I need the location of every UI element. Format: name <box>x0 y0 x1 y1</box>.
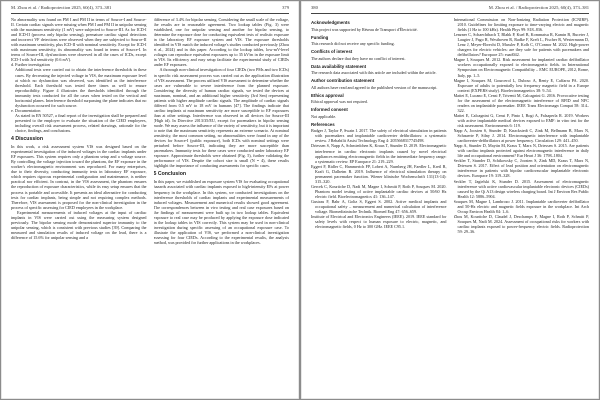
reference-item: Lenzner C, Schaechtbach T, Blahk P, Kuel B, Kommatsu R, Kamin B, Buceter J, Laugier J, Pago R, Westhoven R, Radke F, Kreft L, Fischer R, Westermann D, Lenz J, Meyer-Ebrecht D, Mussler P, Kolb C, O'Connor M. 2022. High-power chargers for electric vehicles: are they safe for patients with pacemakers and defibrillators? Europace 25: euad042. <box>453 32 589 58</box>
paragraph: In this paper, we established an exposure system VIS for evaluating occupational hazards associated with cardiac implants exposed to high-intensity EFs at power frequency in the workplace. In this system, we conducted investigations on the interference thresholds of cardiac implants and experimental measurements of induced voltages. Measurement and numerical results showed good agreement. The correspondences between in vivo testing and real case exposures based on the findings of measurement were built up in two lookup tables. Equivalent exposure to real case may be produced by applying the exposure dose indicated in the lookup tables in VIS correctly. This system may be used in non-clinical investigation during specific assessing of an occupational exposure case. To illustrate the application of VIS, we performed a non-clinical investigation assessing for four CIEDs. According to the experimental results, the analysis method, was provided for further applications in the workplaces. <box>153 179 289 245</box>
paragraph: A thorough non-clinical investigation of four CIEDs (two PMs and two ICDs) in specific risk assessment process was carried out as the application illustration of VIS assessment. The process utilized VIS assessment to determine whether the cases are vulnerable to severe interference from the planned exposure. Considering the diversity of human cardiac signals, we tested the devices at maximum, nominal, and an additional higher sensitivity (3rd Sen) representing patients with higher amplitude cardiac signals. The amplitude of cardiac signals differed from 0.5 mV to 18 mV in humans [47]. The findings indicate that cardiac implants at maximum sensitivity are more susceptible to EF exposures than at other settings. Interference was observed in all devices for Source-III (High id). In Directive 2013/35/EU, except for pacemakers in bipolar sensing mode. We may assess the influence of the variety of sensitivity, but it is important to note that the maximum sensitivity represents an extreme scenario. At nominal sensitivity, the most common setting, no abnormalities were found in any of the devices for Source-I (public exposure), both ICDs with nominal settings were perturbed before Source-III, indicating they are more susceptible than pacemakers. Immunity tests for these cases were conducted under laboratory EF exposure. Approximate thresholds were obtained (Fig. 5), further validating the performance of VIS. Despite the cohort size is small (N = 4), these results highlight the importance of conducting assessments for specific cases. <box>153 67 289 169</box>
paragraph: No abnormality was found on PM I and PM II in terms of Source-I and Source-II. Certain cardiac signals were missing when PM I and PM II in unipolar sensing with the maximum sensitivity (1 mV) were subjected to Source-III. As for ICD-I and ICD-II (process only bipolar sensing), premature cardiac signal detections and incorrect VF detections were observed when they are subjected to Source-II with maximum sensitivity, plus ICD-II with nominal sensitivity. Except for ICD-I with maximum sensitivity, its abnormality was found in terms of Source-I. In terms of Source-III, dysfunctions were observed in all the cases of ICDs, except ICD-I with 3rd sensitivity (0.6 mV). <box>11 17 147 63</box>
references-heading: References <box>311 121 335 127</box>
reference-item: Napp A, Stunder D, Maytin M, Kraus T, Marx N, Driessen S. 2015. Are patients with cardiac implants protected against electromagnetic interference in daily life and occupational environment? Eur Heart J 36: 1798–1804. <box>453 143 589 159</box>
right-page-columns <box>311 17 589 395</box>
funding-text: This research did not receive any specific funding. <box>311 41 395 47</box>
reference-item: International Commission on Non-Ionizing Radiation Protection (ICNIRP). 2010. Guidelines for limiting exposure to time-varying electric and magnetic fields (1 Hz to 100 kHz). Health Phys 99: 818–836. <box>453 17 589 33</box>
paragraph: In this work, a risk assessment system VIS was designed based on the experimental investigation of the induced voltages in the cardiac implants under EF exposures. This system requires only a phantom setup and a voltage source. By controlling the voltage injection toward the phantom, the EF exposure in the worker's electromagnetic environment was reproduced. For many enterprises, due to their diversity, conducting immunity tests in laboratory EF exposure, which requires rigorous experimental configuration and maintenance, is neither practical nor efficient. In contrast, in the VIS assessment, the phantom ensures the reproduction of exposure characteristics, while its easy setup ensures that the process is portable and accessible. It presents an ideal alternative for conducting tests for cardiac implants, being simple and not requiring complex methods. Therefore, VIS assessment is proposed for the non-clinical investigation in the process of specific assessing for CIED employees in the workplace. <box>11 144 147 210</box>
section-heading-discussion: 4 Discussion <box>11 136 44 143</box>
two-page-spread <box>1 1 599 399</box>
reference-item: Badger J, Taylor P, Swain I. 2017. The safety of electrical stimulation in patients with pacemakers and implantable cardioverter defibrillators: a systematic review. J Rehabilit Assist Technology Eng 4: 2055668317745498. <box>311 128 447 144</box>
reference-item: Mattei E, Lucano E, Censi F, Triventi M, Calcagnini G. 2016. Provocative testing for the assessment of the electromagnetic interference of RFID and NFC readers on implantable pacemaker. IEEE Trans Electromagn Compat 58: 314–322. <box>453 92 589 113</box>
paragraph: Additional tests were carried out to obtain the interference thresholds in these cases. By decreasing the injected voltage in VIS, the maximum exposure level at which no dysfunction was observed, was identified as the interference threshold. Each threshold was tested three times as well to ensure reproducibility. Figure 4 illustrates the thresholds identified through the immunity tests conducted for all the cases when tested on the vertical and horizontal planes. Interference threshold surpassing the plane indicates that no dysfunction occurred for such source. <box>15 67 147 108</box>
conflicts-text: The authors declare that they have no conflict of interest. <box>311 55 406 61</box>
reference-item: Gustrau F, Bahr A, Goltz S, Eggert S. 2002. Active medical implants and occupational safety – measurement and numerical calculation of interference voltage. Biomedizinische Technik. Biomed Eng 47: 656–659. <box>311 198 447 215</box>
data-availability-heading: Data availability statement <box>311 63 367 69</box>
list-item-heading: d. Further investigation <box>11 62 50 68</box>
consent-text: Not applicable. <box>311 113 337 119</box>
reference-item: Magne I, Souques M. 2012. Risk assessment for implanted cardiac defibrillator workers occupationally exposed to electromagnetic fields. in International Symposium on Electromagnetic Compatibility – EMC EUROPE, 2012, Rome, Italy, pp. 1–5. <box>453 57 589 78</box>
ethics-heading: Ethics approval <box>311 92 344 98</box>
left-page-header <box>11 5 289 15</box>
reference-item: Driessen S, Napp A, Schmiedchen K, Kraus T, Stunder D. 2019. Electromagnetic interference in cardiac electronic implants caused by novel electrical appliances emitting electromagnetic fields in the intermediate frequency range: a systematic review. EP Europace 21: 219–229. <box>311 143 447 164</box>
page-number: 380 <box>311 5 318 10</box>
paragraph: Experimental measurements of induced voltages at the input of cardiac implants in VIS were carried out using the measuring system designed previously. The bipolar sensing mode demonstrated superior immunity to the unipolar sensing, which is consistent with previous studies [39]. Comparing the measured and simulation results of induced voltage on the lead, there is a difference of 15.6% for unipolar sensing and a <box>11 209 147 240</box>
ethics-text: Ethical approval was not required. <box>311 99 368 105</box>
acknowledgments-heading: Acknowledgments <box>311 20 350 25</box>
right-page-column-1 <box>311 17 447 395</box>
reference-list-2 <box>454 17 590 234</box>
right-page-column-2 <box>454 17 590 395</box>
funding-heading: Funding <box>311 34 329 40</box>
running-head: M. Zhou et al. / Radioprotection 2025, 60(4), 373–381 <box>11 5 112 10</box>
reference-item: Seckler T, Stunder D, Schikowsky C, Joosten S, Zink MD, Kraus T, Marx N, Driessen S. 2017. Effect of lead position and orientation on electromagnetic interference in patients with bipolar cardiovascular implantable electronic devices. Europace 19: 319–328. <box>453 158 589 179</box>
reference-item: Zhou M, Kourtiche D, Claudel J, Deschamps F, Magne I, Roth P, Schmitt P, Souques M, Nadi M. 2024. Assessment of occupational risks for workers with cardiac implants exposed to power-frequency electric fields. Radioprotection 59: 29–36. <box>453 213 589 234</box>
consent-heading: Informed consent <box>311 107 348 113</box>
reference-list-1 <box>311 128 447 229</box>
reference-item: Napp A, Joosten S, Stunder D, Knackstedt C, Zink M, Bellmann B, Marx N, Schauerte P, Silny J. 2014. Electromagnetic interference with implantable cardioverter-defibrillators at power frequency. Circulation 129: 441–450. <box>453 128 589 144</box>
reference-item: Mattei E, Calcagnini G, Censi F, Pinto I, Bogi A, Falsaperla R. 2019. Workers with active implantable medical devices exposed to EMF: in vitro test for the risk assessment. Environments 6: 119. <box>453 112 589 128</box>
right-page <box>301 1 599 399</box>
reference-item: Souques M, Magne I, Lambrozo J. 2011. Implantable cardioverter defibrillator and 50-Hz electric and magnetic fields exposure in the workplace. Int Arch Occup Environ Health 84: 1–6. <box>453 198 589 214</box>
reference-item: Magne I, Souques M, Gourcerol L, Dubosc A, Renty E, Caffarra PA. 2020. Exposure of adults to potentially low frequency magnetic field in a Europe context (EXPERS study). Bioelectromagnetics 38: 9–54. <box>453 77 589 93</box>
conflicts-heading: Conflicts of interest <box>311 49 353 55</box>
reference-item: Gercek C, Kourtiche D, Nadi M, Magne I, Schmitt P, Roth P, Souques M. 2020. Phantom model testing of active implantable cardiac devices at 50/60 Hz electric field. Bioelectromagnetics 41: 136–147. <box>311 183 447 199</box>
reference-item: Institute of Electrical and Electronics Engineers (IEEE). 2019. IEEE standard for safety levels with respect to human exposure to electric, magnetic, and electromagnetic fields, 0 Hz to 300 GHz. IEEE C95.1. <box>311 214 447 230</box>
left-page-column-1 <box>11 17 147 395</box>
author-contribution-text: All authors have read and agreed to the published version of the manuscript. <box>311 84 438 90</box>
paragraph: difference of 3.4% for bipolar sensing. Considering the small scale of the voltage, the results are in reasonable agreement. Two lookup tables (Fig. 3) were established, one for unipolar sensing and another for bipolar sensing, to determine the exposure dose for conducting equivalent tests of realistic exposure in the laboratory EF exposure system and VIS. The exposure thresholds identified in VIS match the induced voltage's studies conducted previously (Zhou et al., 2024) and in this paper. According to the lookup tables, low-mV-level voltages can reproduce equivalent exposures up to 35 kV/m in the exposure limit in VIS. Its efficiency and easy setup facilitate the experimental study of CIEDs under EF exposures. <box>153 17 289 68</box>
list-item-heading: e. Documentation <box>11 107 41 113</box>
data-availability-text: The research data associated with this article are included within the article. <box>311 70 437 76</box>
right-page-header <box>311 5 589 15</box>
paragraph: As stated in EN 50527, a final report of the investigation shall be prepared and presented to the employer to evaluate the situation of the CIED employees, including overall risk assessment process, related drawings, rationale for the choice, findings, and conclusions. <box>15 112 147 134</box>
author-contribution-heading: Author contribution statement <box>311 78 375 84</box>
left-page-columns <box>11 17 289 395</box>
running-head: M. Zhou et al. / Radioprotection 2025, 60(4), 373–381 <box>488 5 589 10</box>
header-rule <box>311 13 589 14</box>
reference-item: Eggert F, Ridler C, Hammerich FP, Lobert A, Nurnberg JH, Faedler L, Kretl R, Kraft G, Dalheim R. 2019. Influence of electrical stimulation therapy on permanent pacemaker function. Wiener klinische Wochenschrift 131(13-14): 315–320. <box>311 163 447 184</box>
header-rule <box>11 13 289 14</box>
reference-item: Seckler T, Jagielski K, Stunder D. 2015. Assessment of electromagnetic interference with active cardiovascular implantable electronic devices (CIEDs) caused by the Qi A13 design wireless charging board. Int J Environ Res Public Health 12: 5886–5904. <box>453 178 589 199</box>
left-page <box>1 1 299 399</box>
left-page-column-2 <box>154 17 290 395</box>
acknowledgments-text: This project was supported by Réseau de Transport d'Électricité. <box>311 26 418 32</box>
section-heading-conclusion: 5 Conclusion <box>153 171 187 178</box>
page-number: 379 <box>282 5 289 10</box>
